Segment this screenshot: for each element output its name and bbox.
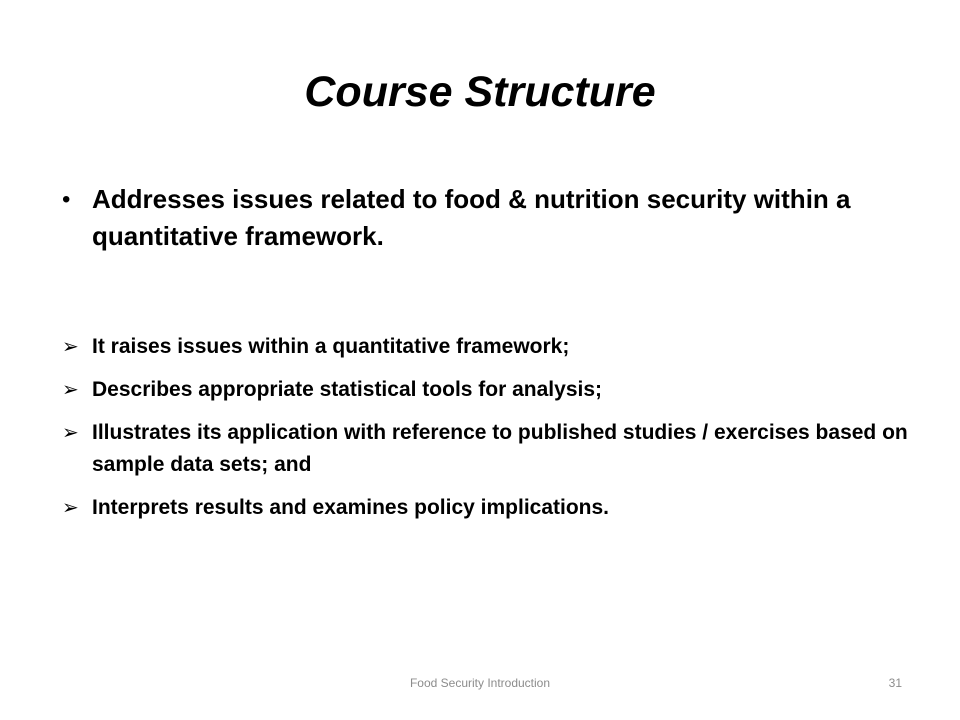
page-number: 31 (888, 676, 902, 690)
sub-bullet-text: It raises issues within a quantitative framework; (92, 335, 570, 358)
bullet-dot-icon: • (62, 186, 71, 213)
sub-bullet-item (62, 331, 922, 363)
arrow-bullet-icon: ➢ (62, 422, 79, 444)
sub-bullet-item (62, 492, 922, 524)
arrow-bullet-icon: ➢ (62, 497, 79, 519)
footer-text: Food Security Introduction (409, 676, 551, 690)
arrow-bullet-icon: ➢ (62, 379, 79, 401)
slide-footer (0, 676, 960, 696)
sub-bullet-text: Describes appropriate statistical tools for analysis; (92, 378, 603, 401)
main-bullet-text: Addresses issues related to food & nutrition security within a quantitative framework. (92, 184, 851, 251)
sub-bullet-item (62, 417, 922, 481)
slide-title: Course Structure (304, 68, 656, 116)
arrow-bullet-icon: ➢ (62, 336, 79, 358)
sub-bullet-list (62, 331, 922, 535)
sub-bullet-text: Illustrates its application with reference to published studies / exercises based on sample data sets; and (92, 421, 908, 476)
sub-bullet-item (62, 374, 922, 406)
sub-bullet-text: Interprets results and examines policy implications. (92, 496, 610, 519)
